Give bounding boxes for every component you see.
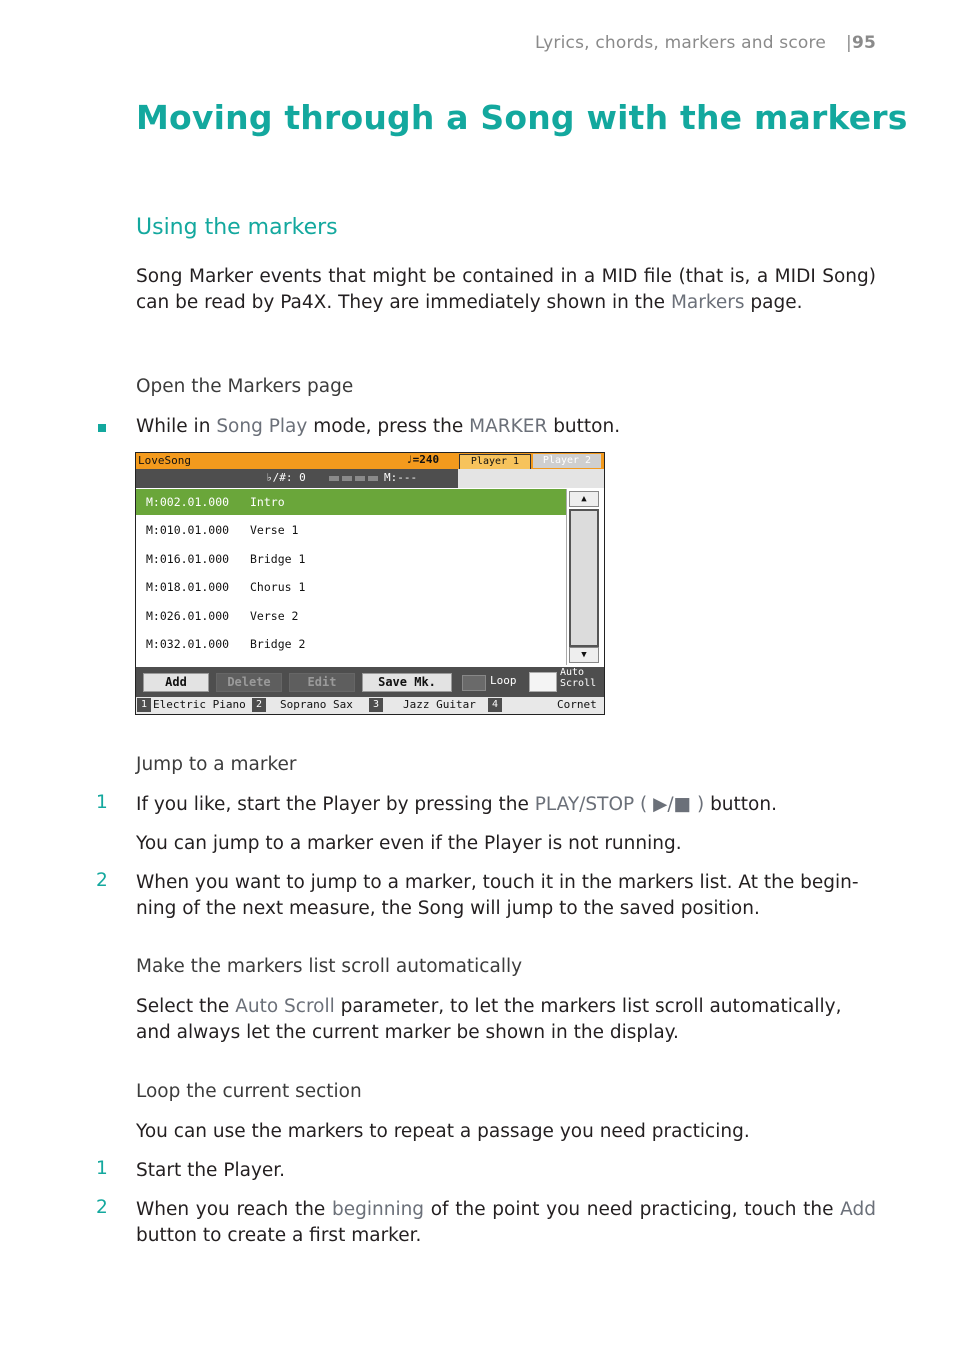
markers-keyword: Markers <box>670 292 745 313</box>
button-bar <box>136 667 604 697</box>
track-number: 3 <box>369 698 383 712</box>
page-title: Moving through a Song with the markers <box>136 98 908 137</box>
running-header <box>535 33 876 53</box>
step-text: button. <box>704 794 777 815</box>
intro-paragraph <box>136 264 876 316</box>
beat-indicator <box>329 476 379 481</box>
markers-list <box>136 489 566 665</box>
marker-row[interactable] <box>136 603 566 629</box>
marker-position: M:002.01.000 <box>146 495 230 509</box>
marker-row[interactable] <box>136 546 566 572</box>
marker-name: Verse 2 <box>250 609 299 623</box>
auto-scroll-label-line2: Scroll <box>560 678 597 689</box>
marker-name: Verse 1 <box>250 523 299 537</box>
subheading-loop: Loop the current section <box>136 1081 362 1102</box>
marker-position: M:018.01.000 <box>146 580 230 594</box>
intro-text: Song Marker events that might be contained in a MID file (that is, a MIDI Song) can be read by Pa4X. They are immediately shown in the <box>136 266 876 313</box>
marker-row[interactable] <box>136 574 566 600</box>
beginning-keyword: beginning <box>331 1199 425 1220</box>
player1-tab[interactable]: Player 1 <box>459 454 531 470</box>
marker-row[interactable] <box>136 631 566 657</box>
step-number: 2 <box>96 870 108 891</box>
marker-row[interactable] <box>136 517 566 543</box>
marker-row[interactable] <box>136 489 566 515</box>
header-section: Lyrics, chords, markers and score <box>535 33 826 53</box>
track-name: Electric Piano <box>153 698 246 711</box>
page-number: 95 <box>851 33 876 53</box>
header-separator: | <box>846 33 852 53</box>
loop-step-1: Start the Player. <box>136 1160 286 1181</box>
marker-position: M:032.01.000 <box>146 637 230 651</box>
screen-title-bar <box>136 453 604 469</box>
marker-name: Intro <box>250 495 285 509</box>
auto-scroll-checkbox[interactable] <box>529 672 557 692</box>
scroll-down-icon[interactable]: ▼ <box>569 647 599 663</box>
song-name: LoveSong <box>138 454 191 467</box>
track-name: Cornet <box>557 698 597 711</box>
auto-scroll-label-line1: Auto <box>560 667 585 678</box>
paragraph-text: Select the <box>136 996 236 1017</box>
step-number: 1 <box>96 792 108 813</box>
marker-position: M:026.01.000 <box>146 609 230 623</box>
scroll-track[interactable] <box>569 509 599 647</box>
jump-note: You can jump to a marker even if the Player is not running. <box>136 833 682 854</box>
play-stop-keyword: PLAY/STOP ( ▶/■ ) <box>534 794 705 815</box>
measure-value: M:--- <box>384 471 418 484</box>
loop-step-2 <box>136 1197 876 1249</box>
step-text: When you reach the <box>136 1199 332 1220</box>
step-text-line1: When you want to jump to a marker, touch it in the markers list. At the begin- <box>136 872 859 893</box>
save-marker-button[interactable]: Save Mk. <box>362 673 452 692</box>
add-button[interactable]: Add <box>143 673 209 692</box>
autoscroll-paragraph <box>136 994 876 1046</box>
song-play-keyword: Song Play <box>216 416 308 437</box>
track-number: 4 <box>488 698 502 712</box>
section-heading: Using the markers <box>136 215 338 240</box>
list-scrollbar[interactable] <box>566 489 599 665</box>
marker-name: Bridge 2 <box>250 637 306 651</box>
scroll-up-icon[interactable]: ▲ <box>569 491 599 507</box>
paragraph-text: parameter, to let the markers list scroll automatically, <box>334 996 842 1017</box>
markers-screen <box>135 452 605 715</box>
track-number: 2 <box>252 698 266 712</box>
step-text: If you like, start the Player by pressing the <box>136 794 535 815</box>
jump-step-1 <box>136 792 876 818</box>
marker-position: M:010.01.000 <box>146 523 230 537</box>
track-name: Soprano Sax <box>280 698 353 711</box>
track-number: 1 <box>137 698 151 712</box>
player2-tab[interactable]: Player 2 <box>533 454 601 468</box>
auto-scroll-keyword: Auto Scroll <box>235 996 335 1017</box>
step-number: 1 <box>96 1158 108 1179</box>
step-text: button to create a first marker. <box>136 1225 422 1246</box>
track-bar <box>136 697 604 714</box>
step-text: mode, press the <box>307 416 470 437</box>
track-name: Jazz Guitar <box>403 698 476 711</box>
jump-step-2 <box>136 870 876 922</box>
subheading-jump: Jump to a marker <box>136 754 297 775</box>
add-keyword: Add <box>840 1199 876 1220</box>
step-text: of the point you need practicing, touch the <box>424 1199 834 1220</box>
intro-text-end: page. <box>744 292 803 313</box>
paragraph-text-line2: and always let the current marker be shown in the display. <box>136 1022 679 1043</box>
step-text: While in <box>136 416 217 437</box>
marker-name: Chorus 1 <box>250 580 306 594</box>
bullet-icon <box>98 424 106 432</box>
delete-button[interactable]: Delete <box>216 673 282 692</box>
edit-button[interactable]: Edit <box>289 673 355 692</box>
subheading-open-markers: Open the Markers page <box>136 376 354 397</box>
transpose-value: ♭/#: 0 <box>266 471 306 484</box>
status-bar <box>136 469 458 488</box>
tempo-value: ♩=240 <box>406 453 440 466</box>
marker-keyword: MARKER <box>469 416 548 437</box>
marker-name: Bridge 1 <box>250 552 306 566</box>
auto-scroll-label <box>560 667 596 689</box>
step-number: 2 <box>96 1197 108 1218</box>
loop-checkbox[interactable] <box>462 675 486 691</box>
step-text: button. <box>547 416 621 437</box>
loop-intro: You can use the markers to repeat a passage you need practicing. <box>136 1121 750 1142</box>
open-markers-step <box>136 414 876 440</box>
status-bar-blank <box>458 469 604 488</box>
loop-label: Loop <box>490 674 517 687</box>
step-text-line2: ning of the next measure, the Song will jump to the saved position. <box>136 898 760 919</box>
subheading-autoscroll: Make the markers list scroll automatically <box>136 956 523 977</box>
marker-position: M:016.01.000 <box>146 552 230 566</box>
